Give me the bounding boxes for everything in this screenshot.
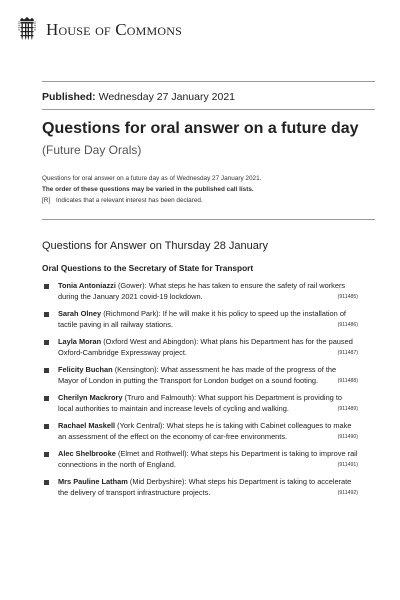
divider [42, 81, 375, 82]
notes-line-interest [42, 195, 261, 206]
member-name: Rachael Maskell [58, 421, 116, 430]
subsection-heading: Oral Questions to the Secretary of State for Transport [42, 263, 254, 273]
question-text: What assessment he has made of the progress of the Mayor of London in putting the Transport for London budget on a sound footing. [58, 365, 337, 385]
page-subtitle: (Future Day Orals) [42, 143, 142, 157]
section-heading: Questions for Answer on Thursday 28 January [42, 240, 269, 252]
portcullis-icon [17, 17, 37, 41]
logo [17, 17, 182, 41]
constituency: (Gower): [117, 281, 147, 290]
question-ref: (911490) [337, 433, 358, 440]
site-wordmark: House of Commons [46, 19, 183, 39]
constituency: (Kensington): [114, 365, 159, 374]
notes-block [42, 173, 261, 206]
constituency: (Oxford West and Abingdon): [103, 337, 199, 346]
question-ref: (911489) [337, 405, 358, 412]
question-text: What support his Department is providing to local authorities to maintain and increase levels of cycling and walking. [58, 393, 343, 413]
question-ref: (911491) [337, 461, 358, 468]
question-item [42, 393, 358, 414]
question-item [42, 477, 358, 498]
bullet-icon [44, 312, 49, 317]
bullet-icon [44, 480, 49, 485]
constituency: (Richmond Park): [103, 309, 161, 318]
constituency: (Truro and Falmouth): [124, 393, 197, 402]
question-ref: (911492) [337, 489, 358, 496]
published-label: Published: [42, 91, 96, 103]
question-item [42, 365, 358, 386]
question-text: What steps he has taken to ensure the safety of rail workers during the January 2021 covid-19 lockdown. [58, 281, 346, 301]
bullet-icon [44, 424, 49, 429]
question-item [42, 337, 358, 358]
member-name: Felicity Buchan [58, 365, 113, 374]
member-name: Mrs Pauline Latham [58, 477, 128, 486]
interest-tag: [R] [42, 197, 51, 204]
question-item [42, 281, 358, 302]
question-text: What steps he is taking with Cabinet colleagues to make an assessment of the effect on the economy of car-free environments. [58, 421, 352, 441]
notes-line-date: Questions for oral answer on a future day as of Wednesday 27 January 2021. [42, 175, 262, 182]
published-date: Wednesday 27 January 2021 [98, 91, 235, 103]
member-name: Cherilyn Mackrory [58, 393, 123, 402]
question-ref: (911485) [337, 293, 358, 300]
constituency: (York Central): [117, 421, 165, 430]
question-item [42, 449, 358, 470]
question-ref: (911486) [337, 321, 358, 328]
notes-line-order: The order of these questions may be varied in the published call lists. [42, 186, 254, 193]
constituency: (Mid Derbyshire): [129, 477, 187, 486]
interest-text: Indicates that a relevant interest has been declared. [56, 197, 203, 204]
member-name: Sarah Olney [58, 309, 102, 318]
member-name: Alec Shelbrooke [58, 449, 116, 458]
published-line [42, 91, 235, 103]
question-text: What steps his Department is taking to improve rail connections in the north of England. [58, 449, 358, 469]
question-text: What plans his Department has for the paused Oxford-Cambridge Expressway project. [58, 337, 353, 357]
constituency: (Elmet and Rothwell): [117, 449, 189, 458]
member-name: Tonia Antoniazzi [58, 281, 116, 290]
divider [42, 109, 375, 110]
bullet-icon [44, 340, 49, 345]
page-title: Questions for oral answer on a future day [42, 120, 359, 137]
question-ref: (911488) [337, 377, 358, 384]
divider [42, 219, 375, 220]
question-item [42, 309, 358, 330]
bullet-icon [44, 284, 49, 289]
bullet-icon [44, 452, 49, 457]
member-name: Layla Moran [58, 337, 102, 346]
question-text: What steps his Department is taking to accelerate the delivery of transport infrastructure projects. [58, 477, 352, 497]
question-ref: (911487) [337, 349, 358, 356]
bullet-icon [44, 396, 49, 401]
bullet-icon [44, 368, 49, 373]
questions-list [42, 281, 358, 505]
question-text: If he will make it his policy to speed up the installation of tactile paving in all railway stations. [58, 309, 346, 329]
question-item [42, 421, 358, 442]
